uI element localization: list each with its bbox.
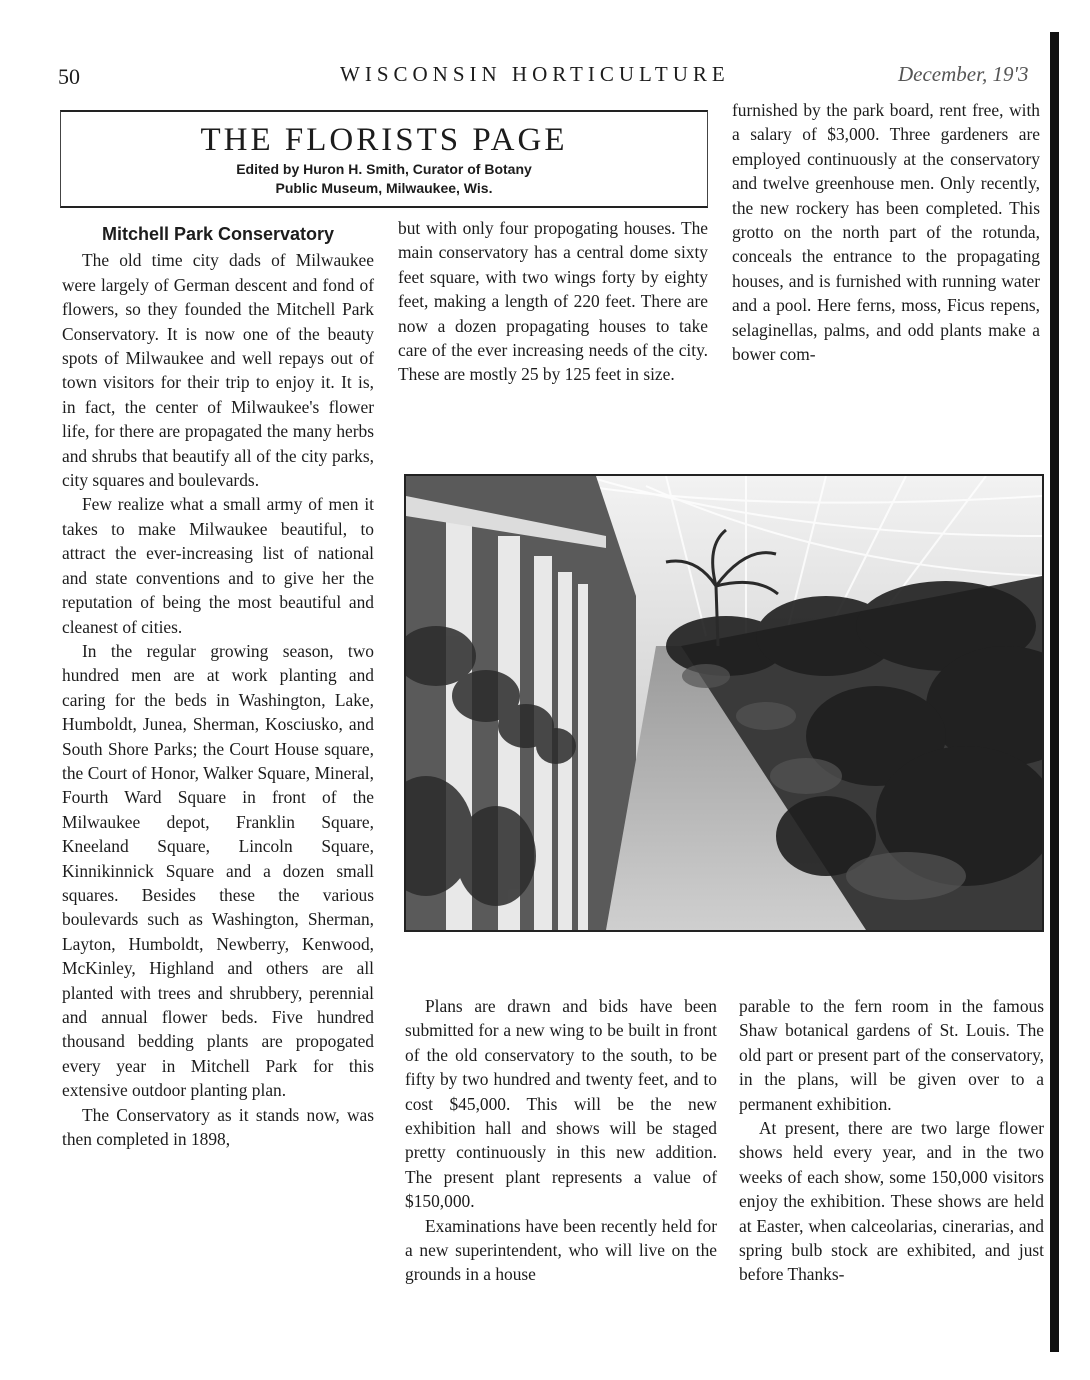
- editor-line: Edited by Huron H. Smith, Curator of Botany: [236, 161, 532, 177]
- column-right-top: [732, 98, 1040, 366]
- paragraph: The old time city dads of Milwaukee were largely of German descent and fond of flowers, so they founded the Mitchell Park Conservatory. It is now one of the beauty spots of Milwaukee and well repays out of town visitors for their trip to enjoy it. It is, in fact, the center of Milwaukee's flower life, for there are propagated the many herbs and shrubs that beautify all of the city parks, city squares and boulevards.: [62, 250, 374, 491]
- editor-affiliation: Public Museum, Milwaukee, Wis.: [275, 180, 493, 196]
- paragraph: parable to the fern room in the famous Shaw botanical gardens of St. Louis. The old part or present part of the conservatory, in the plans, will be given over to a permanent exhibition.: [739, 996, 1044, 1114]
- paragraph: Examinations have been recently held for a new superintendent, who will live on the grounds in a house: [405, 1215, 717, 1285]
- page-number: 50: [58, 64, 80, 89]
- paragraph: furnished by the park board, rent free, with a salary of $3,000. Three gardeners are employed continuously at the conservatory and twelve greenhouse men. Only recently, the new rockery has been completed. This grotto on the north part of the rotunda, conceals the entrance to the propagating houses, and is furnished with running water and a pool. Here ferns, moss, Ficus repens, selaginellas, palms, and odd plants make a bower com-: [732, 100, 1040, 365]
- page-edge-rule: [1050, 32, 1059, 1352]
- florists-page-box: [60, 110, 708, 208]
- issue-date: December, 19'3: [898, 62, 1029, 86]
- column-left: [62, 222, 374, 1151]
- paragraph: The Conservatory as it stands now, was then completed in 1898,: [62, 1104, 374, 1150]
- conservatory-interior-image: [406, 476, 1042, 930]
- paragraph: In the regular growing season, two hundred men are at work planting and caring for the beds in Washington, Lake, Humboldt, Junea, Sherman, Kosciusko, and South Shore Parks; the Court House square, the Court of Honor, Walker Square, Mineral, Fourth Ward Square in front of the Milwaukee depot, Franklin Square, Kneeland Square, Lincoln Square, Kinnikinnick Square and a dozen small squares. Besides these the various boulevards such as Washington, Sherman, Layton, Humboldt, Newberry, Kenwood, McKinley, Highland and others are all planted with trees and shrubbery, perennial and annual flower beds. Five hundred thousand bedding plants are propogated every year in Mitchell Park for this extensive outdoor planting plan.: [62, 640, 374, 1101]
- florists-page-title: THE FLORISTS PAGE: [200, 122, 568, 158]
- paragraph: Few realize what a small army of men it takes to make Milwaukee beautiful, to attract the ever-increasing list of national and state conventions and to give her the reputation of being the most beautiful and cleanest of cities.: [62, 494, 374, 637]
- column-middle-bottom: [405, 994, 717, 1287]
- journal-title: WISCONSIN HORTICULTURE: [340, 62, 730, 86]
- column-middle-top: [398, 216, 708, 387]
- paragraph: Plans are drawn and bids have been submitted for a new wing to be built in front of the old conservatory to the south, to be fifty by two hundred and twenty feet, and to cost $45,000. This will be the new exhibition hall and shows will be staged pretty continuously in this new addition. The present plant represents a value of $150,000.: [405, 996, 717, 1212]
- paragraph: At present, there are two large flower shows held every year, and in the two weeks of each show, some 150,000 visitors enjoy the exhibition. These shows are held at Easter, when calceolarias, cinerarias, and spring bulb stock are exhibited, and just before Thanks-: [739, 1118, 1044, 1285]
- article-heading: Mitchell Park Conservatory: [101, 224, 335, 244]
- paragraph: but with only four propogating houses. The main conservatory has a central dome sixty feet square, with two wings forty by eighty feet, making a length of 220 feet. There are now a dozen propagating houses to take care of the ever increasing needs of the city. These are mostly 25 by 125 feet in size.: [398, 218, 708, 385]
- conservatory-photo: [404, 474, 1044, 932]
- column-right-bottom: [739, 994, 1044, 1287]
